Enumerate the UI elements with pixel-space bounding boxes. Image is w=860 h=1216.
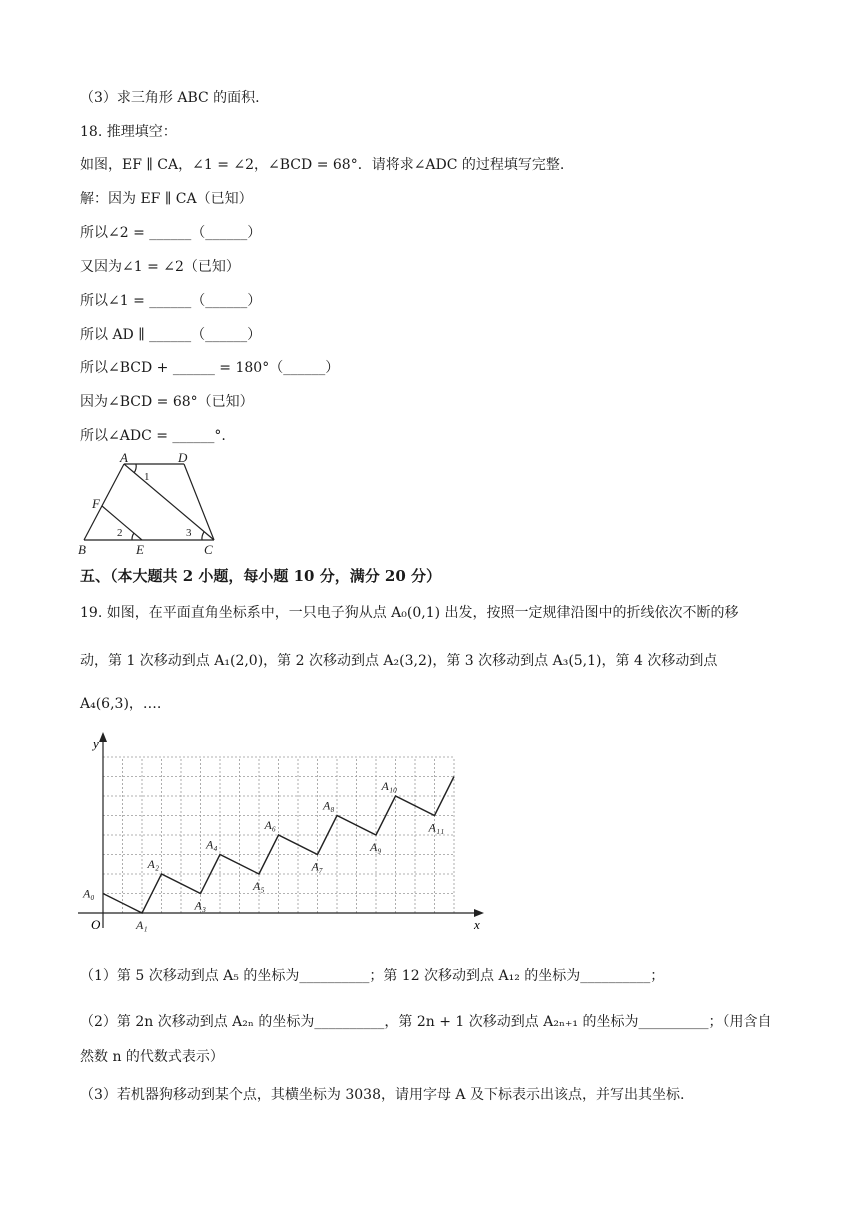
label-angle-1: 1 bbox=[144, 471, 150, 483]
q19-coordinate-figure bbox=[76, 728, 496, 938]
q18-step-1: 解：因为 EF ∥ CA（已知） bbox=[80, 191, 253, 207]
q19-intro-line1: 19. 如图，在平面直角坐标系中，一只电子狗从点 A₀(0,1) 出发，按照一定规律沿图中的折线依次不断的移 bbox=[80, 605, 739, 621]
point-label-a3: A₃ bbox=[194, 898, 207, 913]
label-c: C bbox=[204, 542, 213, 557]
point-label-a0: A₀ bbox=[83, 886, 95, 901]
label-d: D bbox=[178, 452, 188, 465]
q17-part3: （3）求三角形 ABC 的面积. bbox=[80, 90, 260, 106]
q18-figure bbox=[72, 452, 232, 560]
q18-step-4: 所以∠1 = ______（______） bbox=[80, 293, 262, 309]
q18-step-6: 所以∠BCD + ______ = 180°（______） bbox=[80, 360, 340, 376]
q18-intro: 如图，EF ∥ CA，∠1 = ∠2，∠BCD = 68°．请将求∠ADC 的过程填写完整. bbox=[80, 157, 565, 173]
label-b: B bbox=[78, 542, 86, 557]
label-a: A bbox=[120, 452, 128, 465]
q18-title: 18. 推理填空： bbox=[80, 124, 177, 140]
point-label-a1: A₁ bbox=[136, 918, 148, 932]
point-label-a6: A₆ bbox=[264, 818, 277, 832]
label-angle-2: 2 bbox=[117, 527, 123, 539]
point-label-a7: A₇ bbox=[311, 859, 324, 874]
q19-part2-line1: （2）第 2n 次移动到点 A₂ₙ 的坐标为__________，第 2n + 1 次移动到点 A₂ₙ₊₁ 的坐标为__________；（用含自 bbox=[80, 1014, 772, 1030]
point-label-a10: A₁₀ bbox=[381, 779, 398, 793]
q19-intro-line3: A₄(6,3)，…. bbox=[80, 696, 162, 712]
point-label-a4: A₄ bbox=[206, 837, 218, 852]
point-label-a11: A₁₁ bbox=[428, 820, 445, 835]
section-5-heading: 五、（本大题共 2 小题，每小题 10 分，满分 20 分） bbox=[80, 567, 442, 585]
label-e: E bbox=[136, 542, 144, 557]
seg-ac bbox=[124, 464, 214, 540]
q19-part1: （1）第 5 次移动到点 A₅ 的坐标为__________；第 12 次移动到点 A₁₂ 的坐标为__________； bbox=[80, 968, 665, 984]
point-label-a2: A₂ bbox=[147, 857, 160, 871]
angle-2-arc bbox=[132, 533, 134, 540]
label-angle-3: 3 bbox=[186, 527, 192, 539]
label-f: F bbox=[92, 496, 100, 511]
y-axis-arrow bbox=[99, 732, 107, 742]
y-axis-label: y bbox=[93, 736, 99, 751]
x-axis-arrow bbox=[474, 909, 484, 917]
q19-part3: （3）若机器狗移动到某个点，其横坐标为 3038，请用字母 A 及下标表示出该点，并写出其坐标. bbox=[80, 1087, 685, 1103]
point-label-a5: A₅ bbox=[253, 879, 265, 893]
q18-step-3: 又因为∠1 = ∠2（已知） bbox=[80, 259, 240, 275]
q18-step-8: 所以∠ADC = ______°. bbox=[80, 428, 226, 444]
angle-1-arc bbox=[134, 464, 136, 473]
angle-3-arc bbox=[202, 532, 204, 540]
q18-step-5: 所以 AD ∥ ______（______） bbox=[80, 327, 262, 343]
q19-part2-line2: 然数 n 的代数式表示） bbox=[80, 1049, 224, 1065]
q19-intro-line2: 动，第 1 次移动到点 A₁(2,0)，第 2 次移动到点 A₂(3,2)，第 3 次移动到点 A₃(5,1)，第 4 次移动到点 bbox=[80, 653, 718, 669]
x-axis-label: x bbox=[474, 917, 480, 932]
origin-label: O bbox=[91, 917, 101, 932]
q18-step-2: 所以∠2 = ______（______） bbox=[80, 225, 262, 241]
point-label-a8: A₈ bbox=[323, 798, 335, 813]
point-label-a9: A₉ bbox=[370, 840, 382, 854]
q18-step-7: 因为∠BCD = 68°（已知） bbox=[80, 394, 254, 410]
